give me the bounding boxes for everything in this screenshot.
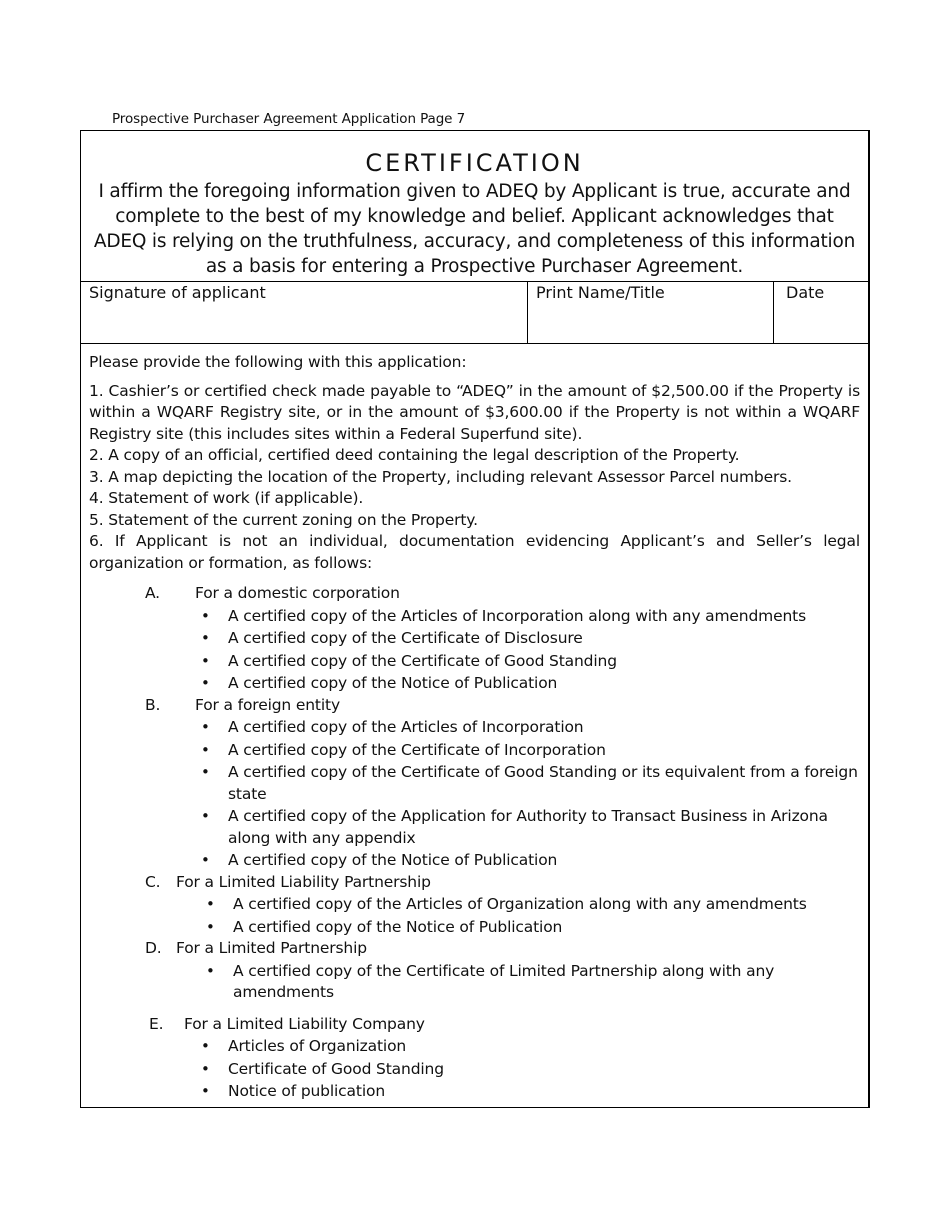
signature-field[interactable] [81, 282, 528, 343]
group-e-heading [89, 1014, 860, 1036]
requirement-item-6: 6. If Applicant is not an individual, documentation evidencing Applicant’s and Seller’s legal organization or formation, as follows: [89, 532, 860, 572]
group-title: For a domestic corporation [195, 584, 400, 602]
bullet-icon: • [201, 807, 210, 825]
bullet-icon: • [201, 718, 210, 736]
list-item: • A certified copy of the Certificate of Disclosure [89, 628, 860, 650]
list-item: • A certified copy of the Application for Authority to Transact Business in Arizona along with any appendix [201, 807, 828, 847]
bullet-icon: • [206, 961, 215, 980]
certification-section [81, 131, 868, 282]
bullet-icon: • [201, 606, 210, 625]
requirements-intro: Please provide the following with this application: [89, 353, 467, 371]
list-item: • Articles of Organization [89, 1036, 860, 1058]
group-letter: A. [145, 584, 160, 602]
bullet-icon: • [201, 1082, 210, 1100]
group-title: For a Limited Liability Company [184, 1014, 425, 1033]
group-a-bullets [89, 606, 860, 695]
list-item: • A certified copy of the Certificate of Good Standing or its equivalent from a foreign state [201, 763, 858, 803]
date-label: Date [786, 283, 825, 302]
list-item: • A certified copy of the Certificate of Incorporation [89, 740, 860, 762]
name-title-field[interactable] [528, 282, 774, 343]
group-b-heading [89, 695, 860, 717]
requirement-item-2: 2. A copy of an official, certified deed containing the legal description of the Property. [89, 446, 740, 464]
group-c-bullets [89, 894, 860, 938]
group-c-heading [89, 872, 860, 894]
group-letter: B. [145, 695, 161, 714]
list-item: • Notice of publication [89, 1081, 860, 1103]
group-letter: E. [149, 1014, 164, 1033]
bullet-icon: • [201, 629, 210, 647]
bullet-icon: • [201, 674, 210, 692]
list-item: • A certified copy of the Articles of Incorporation [89, 717, 860, 739]
date-field[interactable] [774, 282, 868, 343]
list-item: • Certificate of Good Standing [89, 1059, 860, 1081]
application-form [80, 130, 870, 1108]
entity-groups [89, 583, 860, 1103]
group-letter: D. [145, 939, 162, 957]
group-b-bullets [89, 717, 860, 872]
group-letter: C. [145, 872, 161, 891]
list-item: • A certified copy of the Certificate of Good Standing [89, 651, 860, 673]
group-title: For a foreign entity [195, 695, 340, 714]
group-a-heading [89, 583, 860, 605]
signature-label: Signature of applicant [89, 283, 266, 302]
page-header: Prospective Purchaser Agreement Application Page 7 [112, 111, 466, 127]
bullet-icon: • [201, 763, 210, 781]
list-item: • A certified copy of the Notice of Publication [89, 673, 860, 695]
group-title: For a Limited Liability Partnership [176, 872, 431, 891]
group-d-bullets [89, 961, 860, 1004]
requirements-section [81, 344, 868, 1103]
certification-statement: I affirm the foregoing information given to ADEQ by Applicant is true, accurate and complete to the best of my knowledge and belief. Applicant acknowledges that ADEQ is relying on the truthfulness, accuracy, and completeness of this information as a basis for entering a Prospective Purchaser Agreement. [93, 181, 856, 277]
requirement-item-3: 3. A map depicting the location of the Property, including relevant Assessor Parcel numbers. [89, 467, 792, 486]
list-item: • A certified copy of the Articles of Incorporation along with any amendments [89, 606, 860, 628]
requirement-item-4: 4. Statement of work (if applicable). [89, 489, 364, 507]
bullet-icon: • [206, 917, 215, 936]
bullet-icon: • [201, 851, 210, 869]
bullet-icon: • [201, 1037, 210, 1055]
list-item: • A certified copy of the Notice of Publication [89, 917, 860, 939]
requirement-item-1: 1. Cashier’s or certified check made payable to “ADEQ” in the amount of $2,500.00 if the Property is within a WQARF Registry site, or in the amount of $3,600.00 if the Property is not within a WQARF Registry site (this includes sites within a Federal Superfund site). [89, 381, 860, 443]
bullet-icon: • [201, 740, 210, 759]
list-item: • A certified copy of the Articles of Organization along with any amendments [89, 894, 860, 916]
name-title-label: Print Name/Title [536, 283, 665, 302]
list-item: • A certified copy of the Notice of Publication [89, 850, 860, 872]
group-d-heading [89, 938, 860, 960]
certification-title: CERTIFICATION [365, 149, 584, 177]
bullet-icon: • [206, 895, 215, 913]
list-item: • A certified copy of the Certificate of Limited Partnership along with any amendments [206, 961, 775, 1001]
group-title: For a Limited Partnership [176, 939, 367, 957]
bullet-icon: • [201, 1059, 210, 1078]
bullet-icon: • [201, 651, 210, 670]
signature-row [81, 282, 868, 344]
requirement-item-5: 5. Statement of the current zoning on the Property. [89, 510, 478, 529]
group-e-bullets [89, 1036, 860, 1103]
requirements-list [89, 381, 860, 575]
